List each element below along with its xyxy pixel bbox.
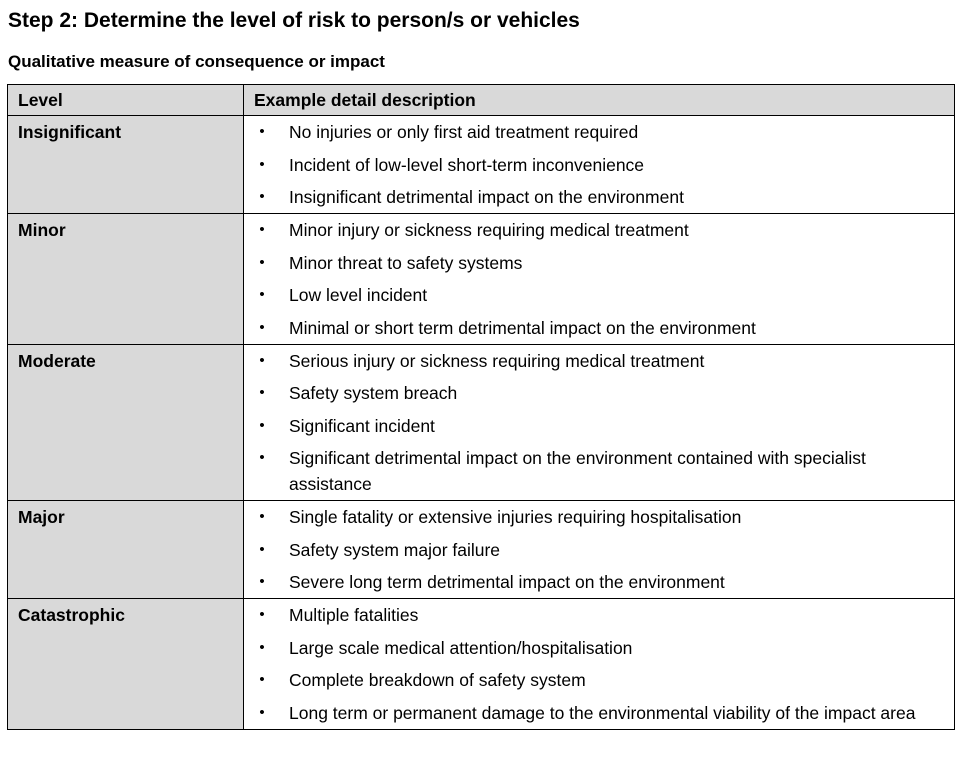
list-item-text: Severe long term detrimental impact on the environment — [289, 572, 725, 592]
bullet-icon: • — [259, 508, 265, 525]
table-body — [8, 116, 955, 730]
bullet-icon: • — [259, 671, 265, 688]
bullet-icon: • — [259, 384, 265, 401]
bullet-icon: • — [259, 318, 265, 336]
level-cell: Moderate — [8, 344, 244, 501]
bullet-icon: • — [259, 188, 265, 205]
list-item — [244, 504, 944, 530]
list-item-text: Insignificant detrimental impact on the environment — [289, 187, 684, 207]
list-item-text: Minor threat to safety systems — [289, 252, 523, 273]
list-item-text: Large scale medical attention/hospitalisation — [289, 637, 633, 658]
table-row — [8, 344, 955, 501]
consequence-table — [7, 84, 955, 730]
list-item — [244, 250, 944, 276]
table-caption: Qualitative measure of consequence or impact — [8, 52, 385, 71]
description-list — [244, 504, 944, 595]
list-item-text: Multiple fatalities — [289, 605, 419, 625]
bullet-icon: • — [259, 540, 265, 558]
list-item — [244, 152, 944, 178]
page-heading: Step 2: Determine the level of risk to person/s or vehicles — [8, 9, 580, 32]
bullet-icon: • — [259, 253, 265, 271]
level-cell: Major — [8, 501, 244, 599]
list-item-text: Complete breakdown of safety system — [289, 670, 586, 690]
bullet-icon: • — [259, 221, 265, 238]
list-item-text: Safety system major failure — [289, 539, 501, 560]
description-cell — [244, 599, 955, 730]
column-header-description: Example detail description — [244, 85, 955, 116]
table-row — [8, 214, 955, 345]
description-list — [244, 217, 944, 341]
list-item — [244, 217, 944, 243]
list-item — [244, 413, 944, 439]
bullet-icon: • — [259, 286, 265, 303]
bullet-icon: • — [259, 573, 265, 590]
bullet-icon: • — [259, 155, 265, 173]
list-item — [244, 184, 944, 210]
bullet-icon: • — [259, 351, 265, 369]
table-row — [8, 599, 955, 730]
description-cell — [244, 501, 955, 599]
list-item — [244, 635, 944, 661]
description-cell — [244, 116, 955, 214]
bullet-icon: • — [259, 123, 265, 140]
list-item-text: Long term or permanent damage to the environmental viability of the impact area — [289, 702, 916, 723]
list-item-text: Single fatality or extensive injuries requiring hospitalisation — [289, 507, 742, 527]
level-cell: Minor — [8, 214, 244, 345]
level-cell: Insignificant — [8, 116, 244, 214]
table-header-row — [8, 85, 955, 116]
list-item — [244, 445, 944, 497]
description-list — [244, 348, 944, 498]
bullet-icon: • — [259, 606, 265, 623]
list-item-text: Significant detrimental impact on the environment contained with specialist assistance — [289, 448, 866, 494]
level-cell: Catastrophic — [8, 599, 244, 730]
list-item-text: No injuries or only first aid treatment required — [289, 122, 639, 142]
list-item — [244, 602, 944, 628]
description-cell — [244, 344, 955, 501]
bullet-icon: • — [259, 416, 265, 434]
description-cell — [244, 214, 955, 345]
list-item — [244, 569, 944, 595]
list-item — [244, 315, 944, 341]
bullet-icon: • — [259, 638, 265, 656]
column-header-level: Level — [8, 85, 244, 116]
list-item — [244, 667, 944, 693]
bullet-icon: • — [259, 449, 265, 466]
list-item — [244, 282, 944, 308]
list-item-text: Significant incident — [289, 415, 435, 436]
list-item-text: Serious injury or sickness requiring medical treatment — [289, 350, 705, 371]
bullet-icon: • — [259, 703, 265, 721]
table-row — [8, 501, 955, 599]
description-list — [244, 119, 944, 210]
description-list — [244, 602, 944, 726]
list-item — [244, 119, 944, 145]
list-item — [244, 348, 944, 374]
list-item-text: Minimal or short term detrimental impact on the environment — [289, 317, 756, 338]
list-item-text: Incident of low-level short-term inconvenience — [289, 154, 645, 175]
table-row — [8, 116, 955, 214]
list-item-text: Safety system breach — [289, 383, 458, 403]
list-item — [244, 700, 944, 726]
list-item — [244, 537, 944, 563]
list-item — [244, 380, 944, 406]
list-item-text: Low level incident — [289, 285, 428, 305]
list-item-text: Minor injury or sickness requiring medical treatment — [289, 220, 689, 240]
